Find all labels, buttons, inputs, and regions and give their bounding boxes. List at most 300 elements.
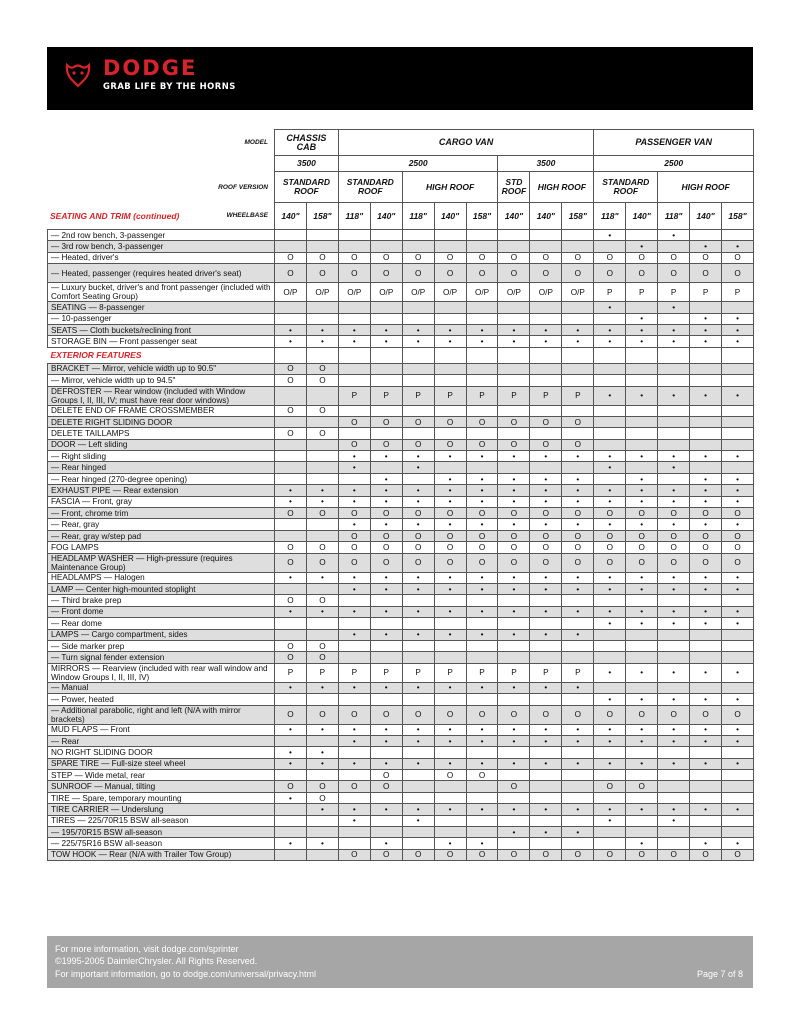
availability-cell: O (275, 405, 307, 416)
availability-cell (434, 747, 466, 758)
availability-cell (306, 302, 338, 313)
availability-cell: P (434, 386, 466, 405)
availability-cell: • (402, 724, 434, 735)
availability-cell: • (466, 473, 498, 484)
availability-cell: • (338, 336, 370, 347)
availability-cell: • (466, 496, 498, 507)
availability-cell (370, 363, 402, 374)
availability-cell: P (562, 386, 594, 405)
availability-cell (370, 694, 402, 705)
availability-cell (626, 428, 658, 439)
availability-cell (434, 652, 466, 663)
availability-cell (498, 302, 530, 313)
availability-cell (498, 618, 530, 629)
availability-cell (338, 595, 370, 606)
availability-cell: • (626, 451, 658, 462)
availability-cell: • (594, 724, 626, 735)
availability-cell: • (338, 519, 370, 530)
availability-cell: O (434, 770, 466, 781)
availability-cell: O (338, 530, 370, 541)
availability-cell (306, 618, 338, 629)
availability-cell (466, 302, 498, 313)
availability-cell (466, 815, 498, 826)
availability-cell: P (338, 663, 370, 682)
availability-cell: • (722, 606, 754, 617)
availability-cell (402, 230, 434, 241)
availability-cell (626, 302, 658, 313)
availability-cell (402, 694, 434, 705)
availability-cell (370, 827, 402, 838)
availability-cell (498, 405, 530, 416)
availability-cell (370, 640, 402, 651)
availability-cell: • (434, 496, 466, 507)
availability-cell: • (626, 313, 658, 324)
section-spacer-cell (626, 347, 658, 363)
availability-cell: O (402, 849, 434, 860)
availability-cell (594, 416, 626, 427)
availability-cell: O (626, 530, 658, 541)
availability-cell: • (658, 324, 690, 335)
availability-cell (466, 375, 498, 386)
availability-cell (338, 241, 370, 252)
availability-cell (658, 682, 690, 693)
model-header: CHASSIS CAB (275, 130, 339, 156)
availability-cell: O/P (306, 283, 338, 302)
availability-cell: • (626, 496, 658, 507)
availability-cell (722, 640, 754, 651)
availability-cell: O (402, 530, 434, 541)
availability-cell (434, 827, 466, 838)
feature-row (48, 629, 754, 640)
availability-cell: • (594, 386, 626, 405)
availability-cell: • (306, 724, 338, 735)
availability-cell: • (562, 629, 594, 640)
availability-cell (562, 781, 594, 792)
availability-cell: • (275, 572, 307, 583)
availability-cell: • (626, 519, 658, 530)
availability-cell: • (626, 804, 658, 815)
availability-cell: • (530, 519, 562, 530)
availability-cell: O (690, 849, 722, 860)
availability-cell: O (338, 252, 370, 263)
availability-cell: O (402, 439, 434, 450)
availability-cell: • (722, 336, 754, 347)
availability-cell: O (562, 849, 594, 860)
availability-cell: O (562, 439, 594, 450)
availability-cell: • (370, 629, 402, 640)
availability-cell (275, 302, 307, 313)
availability-cell: • (690, 386, 722, 405)
availability-cell (722, 363, 754, 374)
availability-cell: O (498, 252, 530, 263)
roof-header: STANDARD ROOF (338, 172, 402, 203)
feature-row (48, 849, 754, 860)
availability-cell: • (594, 618, 626, 629)
availability-cell: • (722, 386, 754, 405)
availability-cell: O (498, 264, 530, 283)
availability-cell (562, 838, 594, 849)
availability-cell: • (402, 572, 434, 583)
availability-cell: • (498, 629, 530, 640)
availability-cell (594, 405, 626, 416)
availability-cell (498, 241, 530, 252)
availability-cell: O (626, 508, 658, 519)
availability-cell: O (626, 264, 658, 283)
availability-cell (306, 451, 338, 462)
availability-cell (370, 815, 402, 826)
availability-cell: O (658, 252, 690, 263)
availability-cell: • (530, 336, 562, 347)
availability-cell: • (626, 485, 658, 496)
feature-label: DEFROSTER — Rear window (included with Window Groups I, II, III, IV; must have rear door windows) (48, 386, 275, 405)
feature-row (48, 595, 754, 606)
feature-row (48, 618, 754, 629)
feature-label: — 3rd row bench, 3-passenger (48, 241, 275, 252)
availability-cell: • (626, 583, 658, 594)
availability-cell: • (402, 485, 434, 496)
availability-cell (306, 629, 338, 640)
availability-cell: • (626, 324, 658, 335)
availability-cell (466, 241, 498, 252)
wheelbase-header: 140" (434, 203, 466, 230)
availability-cell (275, 849, 307, 860)
wheelbase-header: 140" (690, 203, 722, 230)
availability-cell (498, 838, 530, 849)
model-header: PASSENGER VAN (594, 130, 754, 156)
availability-cell (626, 416, 658, 427)
availability-cell (306, 827, 338, 838)
availability-cell: • (498, 606, 530, 617)
feature-label: LAMP — Center high-mounted stoplight (48, 583, 275, 594)
availability-cell (370, 462, 402, 473)
availability-cell: P (498, 386, 530, 405)
wheelbase-header: 118" (594, 203, 626, 230)
availability-cell: • (498, 496, 530, 507)
availability-cell: • (562, 336, 594, 347)
availability-cell: O (338, 553, 370, 572)
availability-cell (402, 313, 434, 324)
availability-cell: O (498, 705, 530, 724)
availability-cell: O (594, 264, 626, 283)
feature-row (48, 770, 754, 781)
availability-cell: O (530, 705, 562, 724)
availability-cell: • (658, 735, 690, 746)
feature-label: FOG LAMPS (48, 542, 275, 553)
availability-cell (562, 792, 594, 803)
availability-cell (562, 770, 594, 781)
feature-grid (47, 129, 753, 861)
availability-cell: P (466, 386, 498, 405)
availability-cell (658, 595, 690, 606)
feature-label: — Rear, gray (48, 519, 275, 530)
availability-cell: P (338, 386, 370, 405)
availability-cell: • (370, 336, 402, 347)
availability-cell: • (370, 682, 402, 693)
availability-cell: • (306, 838, 338, 849)
section-spacer-cell (722, 347, 754, 363)
availability-cell: • (722, 694, 754, 705)
feature-label: SEATS — Cloth buckets/reclining front (48, 324, 275, 335)
availability-cell: P (498, 663, 530, 682)
wheelbase-header: 140" (370, 203, 402, 230)
availability-cell (690, 827, 722, 838)
availability-cell: • (690, 606, 722, 617)
availability-cell: • (402, 583, 434, 594)
availability-cell: • (498, 336, 530, 347)
availability-cell (306, 815, 338, 826)
availability-cell: • (626, 606, 658, 617)
availability-cell (434, 792, 466, 803)
availability-cell: • (658, 758, 690, 769)
page-number: Page 7 of 8 (696, 969, 743, 979)
availability-cell: • (498, 583, 530, 594)
availability-cell (530, 694, 562, 705)
availability-cell: O (562, 416, 594, 427)
availability-cell: P (370, 386, 402, 405)
availability-cell: • (466, 724, 498, 735)
availability-cell (338, 363, 370, 374)
availability-cell: • (498, 827, 530, 838)
availability-cell: • (690, 519, 722, 530)
availability-cell (338, 827, 370, 838)
availability-cell: O (275, 652, 307, 663)
availability-cell (722, 462, 754, 473)
availability-cell (370, 241, 402, 252)
availability-cell: O (275, 542, 307, 553)
availability-cell: • (306, 336, 338, 347)
availability-cell: • (594, 606, 626, 617)
availability-cell (275, 473, 307, 484)
availability-cell (306, 694, 338, 705)
availability-cell (658, 405, 690, 416)
availability-cell: • (690, 694, 722, 705)
feature-label: — Rear, gray w/step pad (48, 530, 275, 541)
size-header: 3500 (275, 156, 339, 172)
availability-cell: • (530, 572, 562, 583)
availability-cell (626, 629, 658, 640)
availability-cell (434, 375, 466, 386)
availability-cell: • (275, 485, 307, 496)
availability-cell (306, 230, 338, 241)
availability-cell: P (306, 663, 338, 682)
section-spacer-cell (402, 347, 434, 363)
availability-cell (306, 583, 338, 594)
availability-cell (498, 230, 530, 241)
availability-cell: O (498, 439, 530, 450)
availability-cell (275, 451, 307, 462)
availability-cell (690, 375, 722, 386)
availability-cell (562, 363, 594, 374)
availability-cell: • (275, 838, 307, 849)
feature-label: — Right sliding (48, 451, 275, 462)
availability-cell: • (626, 241, 658, 252)
availability-cell: • (338, 451, 370, 462)
availability-cell: O (722, 530, 754, 541)
availability-cell: O (306, 705, 338, 724)
footer-info-link[interactable]: For more information, visit dodge.com/sprinter (55, 944, 239, 954)
availability-cell: O (306, 542, 338, 553)
availability-cell: O (626, 252, 658, 263)
availability-cell: O (562, 705, 594, 724)
availability-cell: • (338, 735, 370, 746)
availability-cell (466, 405, 498, 416)
availability-cell (722, 792, 754, 803)
availability-cell: • (594, 496, 626, 507)
availability-cell: O (370, 705, 402, 724)
feature-label: MIRRORS — Rearview (included with rear wall window and Window Groups I, II, III, IV) (48, 663, 275, 682)
availability-cell: O (434, 553, 466, 572)
feature-row (48, 405, 754, 416)
availability-cell: O (306, 652, 338, 663)
feature-label: — Side marker prep (48, 640, 275, 651)
availability-cell: • (530, 324, 562, 335)
availability-cell (530, 302, 562, 313)
availability-cell: O (434, 542, 466, 553)
roof-header: HIGH ROOF (658, 172, 754, 203)
availability-cell: O (594, 530, 626, 541)
availability-cell: O (594, 553, 626, 572)
availability-cell (402, 838, 434, 849)
availability-cell: O (402, 416, 434, 427)
availability-cell (434, 640, 466, 651)
availability-cell: O (722, 264, 754, 283)
availability-cell: • (658, 336, 690, 347)
availability-cell: O (722, 849, 754, 860)
availability-cell: O (402, 542, 434, 553)
availability-cell (626, 363, 658, 374)
availability-cell: P (562, 663, 594, 682)
footer-privacy-link[interactable]: For important information, go to dodge.com/universal/privacy.html (55, 969, 316, 979)
availability-cell (466, 230, 498, 241)
availability-cell: O (466, 553, 498, 572)
feature-row (48, 439, 754, 450)
availability-cell (722, 770, 754, 781)
availability-cell (658, 375, 690, 386)
availability-cell: • (338, 815, 370, 826)
availability-cell: • (562, 451, 594, 462)
roof-header: STD ROOF (498, 172, 530, 203)
availability-cell: O (562, 553, 594, 572)
availability-cell (306, 386, 338, 405)
feature-row (48, 838, 754, 849)
availability-cell: O (562, 542, 594, 553)
availability-cell: • (466, 606, 498, 617)
availability-cell (562, 595, 594, 606)
availability-cell (690, 428, 722, 439)
availability-cell: O (562, 252, 594, 263)
availability-cell (338, 640, 370, 651)
size-header: 2500 (594, 156, 754, 172)
feature-row (48, 724, 754, 735)
availability-cell: • (402, 758, 434, 769)
feature-row (48, 682, 754, 693)
wheelbase-row-label: WHEELBASE (226, 212, 268, 220)
availability-cell (466, 792, 498, 803)
availability-cell (402, 428, 434, 439)
availability-cell: • (562, 804, 594, 815)
wheelbase-header: 118" (338, 203, 370, 230)
availability-cell: • (658, 804, 690, 815)
availability-cell: O (466, 416, 498, 427)
availability-cell: • (498, 758, 530, 769)
feature-row (48, 758, 754, 769)
availability-cell: O (658, 542, 690, 553)
feature-label: HEADLAMP WASHER — High-pressure (requires Maintenance Group) (48, 553, 275, 572)
availability-cell (434, 694, 466, 705)
availability-cell: • (690, 336, 722, 347)
availability-cell (338, 618, 370, 629)
availability-cell: • (498, 324, 530, 335)
availability-cell (690, 230, 722, 241)
availability-cell: O (338, 416, 370, 427)
availability-cell (594, 838, 626, 849)
availability-cell: • (690, 241, 722, 252)
section-title: SEATING AND TRIM (continued) (50, 211, 180, 221)
availability-cell (626, 405, 658, 416)
availability-cell: O (594, 542, 626, 553)
availability-cell: P (434, 663, 466, 682)
availability-cell: • (338, 804, 370, 815)
section-spacer-cell (530, 347, 562, 363)
availability-cell (690, 815, 722, 826)
availability-cell (306, 416, 338, 427)
availability-cell (530, 405, 562, 416)
feature-row (48, 241, 754, 252)
availability-cell (434, 781, 466, 792)
availability-cell: • (370, 485, 402, 496)
availability-cell (275, 804, 307, 815)
availability-cell: O (498, 849, 530, 860)
availability-cell: P (530, 386, 562, 405)
availability-cell: • (402, 462, 434, 473)
availability-cell (338, 230, 370, 241)
feature-row (48, 302, 754, 313)
availability-cell (434, 595, 466, 606)
availability-cell: • (498, 735, 530, 746)
availability-cell (370, 652, 402, 663)
section-spacer-cell (498, 347, 530, 363)
feature-label: TIRE — Spare, temporary mounting (48, 792, 275, 803)
availability-cell (370, 230, 402, 241)
feature-label: MUD FLAPS — Front (48, 724, 275, 735)
availability-cell (275, 416, 307, 427)
availability-cell (434, 363, 466, 374)
feature-row (48, 572, 754, 583)
availability-cell: • (402, 735, 434, 746)
availability-cell: • (275, 682, 307, 693)
availability-cell (466, 652, 498, 663)
availability-cell: • (275, 792, 307, 803)
availability-cell: • (530, 827, 562, 838)
availability-cell: O (658, 705, 690, 724)
availability-cell: • (466, 324, 498, 335)
availability-cell: • (562, 606, 594, 617)
availability-cell: O (658, 530, 690, 541)
availability-cell: O (466, 530, 498, 541)
availability-cell (658, 313, 690, 324)
roof-row-label: ROOF VERSION (218, 183, 268, 191)
availability-cell (402, 473, 434, 484)
availability-cell: O/P (402, 283, 434, 302)
availability-cell: • (722, 451, 754, 462)
availability-cell: • (370, 606, 402, 617)
wheelbase-header: 158" (562, 203, 594, 230)
feature-row (48, 264, 754, 283)
availability-cell (626, 439, 658, 450)
availability-cell: O/P (530, 283, 562, 302)
availability-cell: • (690, 804, 722, 815)
availability-cell: • (275, 724, 307, 735)
